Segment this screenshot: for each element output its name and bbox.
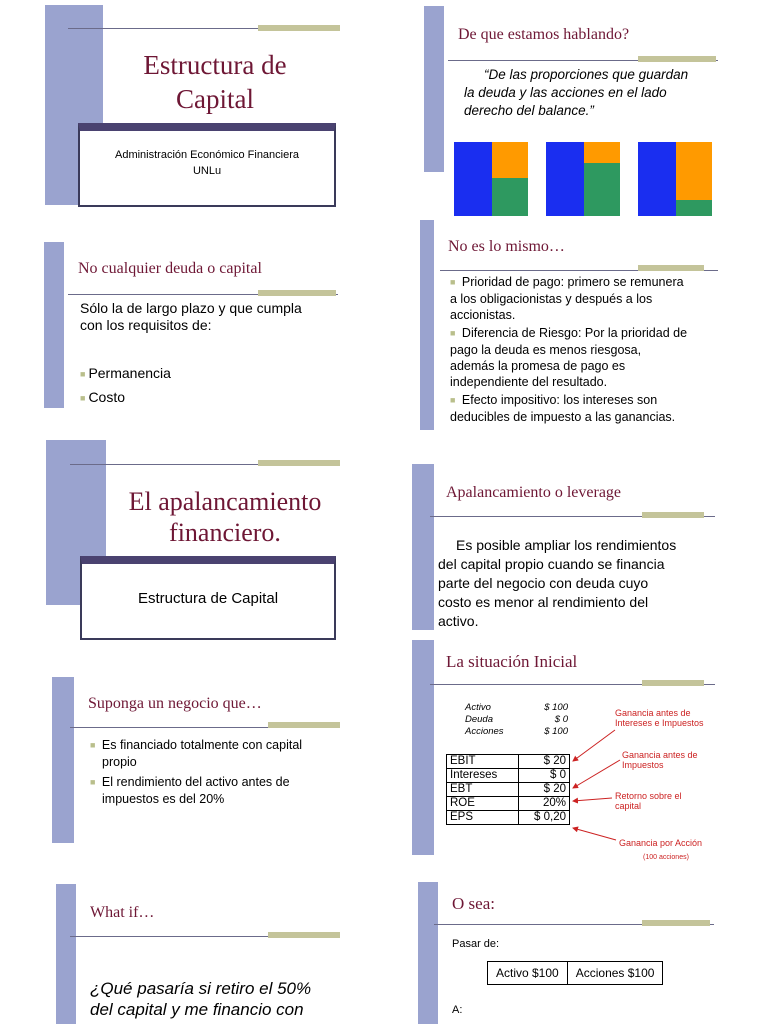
from-table <box>487 961 663 985</box>
slide-title: No es lo mismo… <box>448 238 565 255</box>
bullet-list <box>450 274 722 425</box>
slide-accent-bar <box>642 512 704 518</box>
subtitle: Estructura de Capital <box>137 590 279 607</box>
slide-situacion-inicial <box>410 640 725 865</box>
balance-value: $ 100 <box>544 702 568 713</box>
debt-segment <box>492 142 528 178</box>
slide-side-bar <box>420 220 434 430</box>
bullet-item: ■ Es financiado totalmente con capital propio <box>90 737 340 770</box>
equity-segment <box>584 163 620 216</box>
slide-title: Suponga un negocio que… <box>88 695 262 712</box>
structure-box <box>546 142 620 216</box>
structure-box <box>638 142 712 216</box>
slide-side-bar <box>424 6 444 172</box>
table-row: EBIT $ 20 <box>447 755 570 769</box>
bullet-list <box>90 737 340 807</box>
note-roe: Retorno sobre el capital <box>615 791 682 811</box>
bullet-item: ■ Efecto impositivo: los intereses son deducibles de impuesto a las ganancias. <box>450 392 722 425</box>
subtitle-box <box>80 556 336 640</box>
slide-side-bar <box>56 884 76 1024</box>
slide-title: What if… <box>90 904 155 921</box>
structure-box <box>454 142 528 216</box>
quote: “De las proporciones que guardan la deuda y las acciones en el lado derecho del balance.” <box>464 67 689 118</box>
slide-title: La situación Inicial <box>446 652 578 671</box>
bullet-item: ■ Costo <box>80 386 171 410</box>
assets-segment <box>546 142 584 216</box>
slide-title: Apalancamiento o leverage <box>446 484 622 501</box>
table-row: ROE 20% <box>447 797 570 811</box>
assets-segment <box>454 142 492 216</box>
slide-apalancamiento-financiero <box>40 440 340 655</box>
slide-no-es-lo-mismo <box>420 218 720 433</box>
slide-title: El apalancamiento financiero. <box>128 487 322 547</box>
bullet-item: ■ Diferencia de Riesgo: Por la prioridad de pago la deuda es menos riesgosa, además la promesa de pago es independiente del resultado. <box>450 325 722 390</box>
note-eps: Ganancia por Acción <box>619 838 703 848</box>
slide-accent-bar <box>268 932 340 938</box>
assets-segment <box>638 142 676 216</box>
table-row: Activo $100 Acciones $100 <box>488 962 663 985</box>
slide-body: Es posible ampliar los rendimientos del capital propio cuando se financia parte del negocio con deuda cuyo costo es menor al rendimiento del activo. <box>438 537 677 629</box>
equity-segment <box>676 200 712 216</box>
slide-accent-bar <box>258 290 336 296</box>
slide-accent-bar <box>258 460 340 466</box>
slide-title: No cualquier deuda o capital <box>78 260 262 277</box>
slide-side-bar <box>52 677 74 843</box>
slide-accent-bar <box>642 920 710 926</box>
slide-body: Sólo la de largo plazo y que cumpla con los requisitos de: <box>80 300 302 333</box>
slide-accent-bar <box>268 722 340 728</box>
slide-body: ¿Qué pasaría si retiro el 50% del capital y me financio con <box>90 979 312 1019</box>
bullet-list <box>80 362 171 410</box>
slide-title: De que estamos hablando? <box>458 26 630 43</box>
table-row: EBT $ 20 <box>447 783 570 797</box>
balance-label: Acciones <box>465 726 504 737</box>
slide-estructura-de-capital <box>40 0 340 215</box>
slide-side-bar <box>44 242 64 408</box>
debt-segment <box>584 142 620 163</box>
slide-accent-bar <box>638 265 704 271</box>
to-label: A: <box>452 1004 463 1016</box>
table-row: Intereses $ 0 <box>447 769 570 783</box>
note-eps-sub: (100 acciones) <box>643 854 689 861</box>
subtitle-line: UNLu <box>192 165 222 177</box>
table-row: EPS $ 0,20 <box>447 811 570 825</box>
subtitle-box <box>78 123 336 207</box>
slide-title: Estructura de Capital <box>143 50 287 114</box>
equity-segment <box>492 178 528 216</box>
slide-no-cualquier-deuda <box>40 240 340 410</box>
slide-apalancamiento-leverage <box>410 462 710 632</box>
from-label: Pasar de: <box>452 938 500 950</box>
bullet-item: ■ El rendimiento del activo antes de impuestos es del 20% <box>90 774 340 807</box>
slide-suponga-un-negocio <box>40 675 340 845</box>
slide-accent-bar <box>258 25 340 31</box>
note-ebit: Ganancia antes de Intereses e Impuestos <box>615 708 704 728</box>
slide-what-if <box>40 882 340 1024</box>
note-ebt: Ganancia antes de Impuestos <box>622 750 698 770</box>
subtitle-line: Administración Económico Financiera <box>114 149 300 161</box>
balance-value: $ 100 <box>544 726 568 737</box>
bullet-item: ■ Permanencia <box>80 362 171 386</box>
balance-value: $ 0 <box>554 714 568 725</box>
balance-label: Activo <box>465 702 491 713</box>
slide-title: O sea: <box>452 894 495 913</box>
debt-segment <box>676 142 712 200</box>
slide-o-sea <box>410 880 715 1024</box>
slide-de-que-estamos-hablando <box>420 0 720 215</box>
balance-label: Deuda <box>465 714 493 725</box>
slide-side-bar <box>412 464 434 630</box>
slide-accent-bar <box>638 56 716 62</box>
slide-side-bar <box>418 882 438 1024</box>
bullet-item: ■ Prioridad de pago: primero se remunera a los obligacionistas y después a los accionistas. <box>450 274 722 323</box>
